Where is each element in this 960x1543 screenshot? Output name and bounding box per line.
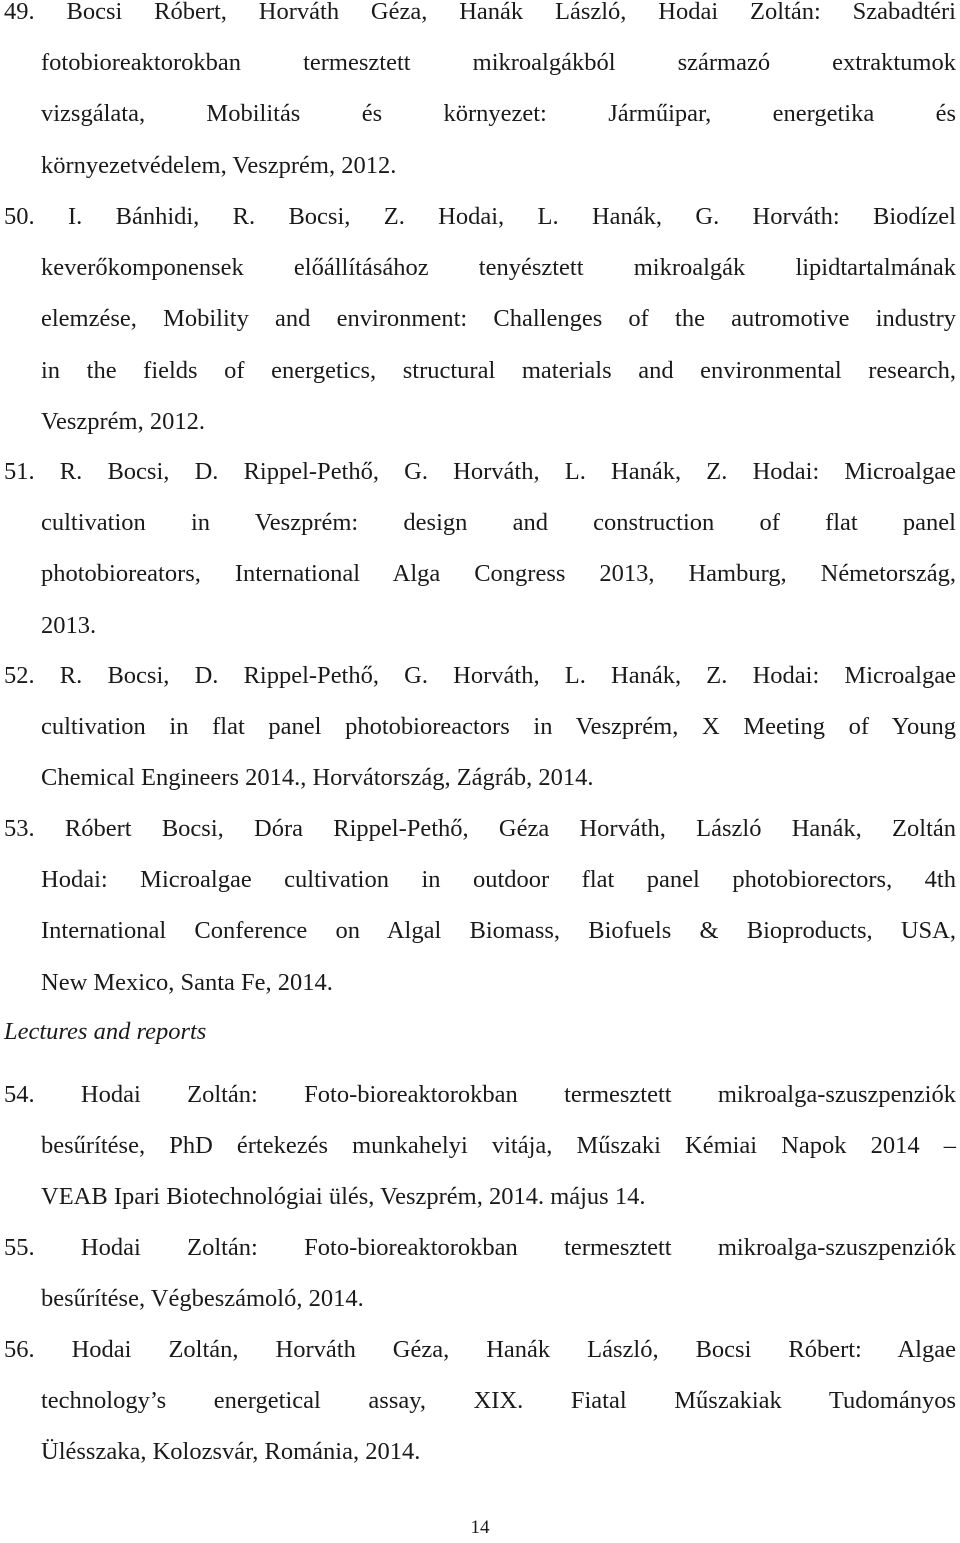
entry-line: 56. Hodai Zoltán, Horváth Géza, Hanák László, Bocsi Róbert: Algae: [4, 1336, 956, 1363]
entry-line: 2013.: [41, 611, 97, 639]
entry-line: technology’s energetical assay, XIX. Fiatal Műszakiak Tudományos: [41, 1387, 956, 1415]
lecture-entry-55: [0, 1222, 960, 1324]
entry-line: elemzése, Mobility and environment: Challenges of the autromotive industry: [41, 305, 956, 333]
entry-line: in the fields of energetics, structural materials and environmental research,: [41, 356, 956, 384]
reference-entry-51: [0, 446, 960, 651]
entry-line: photobioreators, International Alga Congress 2013, Hamburg, Németország,: [41, 560, 956, 588]
entry-line: New Mexico, Santa Fe, 2014.: [41, 968, 333, 996]
entry-line: fotobioreaktorokban termesztett mikroalgákból származó extraktumok: [41, 49, 956, 77]
entry-line: besűrítése, Végbeszámoló, 2014.: [41, 1285, 364, 1313]
reference-entry-50: [0, 191, 960, 447]
reference-entry-52: [0, 650, 960, 804]
entry-line: 53. Róbert Bocsi, Dóra Rippel-Pethő, Géza Horváth, László Hanák, Zoltán: [4, 815, 956, 842]
entry-line: környezetvédelem, Veszprém, 2012.: [41, 151, 397, 179]
reference-entry-53: [0, 803, 960, 1008]
entry-line: 54. Hodai Zoltán: Foto-bioreaktorokban termesztett mikroalga-szuszpenziók: [4, 1081, 956, 1108]
lecture-entry-54: [0, 1069, 960, 1223]
entry-line: 55. Hodai Zoltán: Foto-bioreaktorokban termesztett mikroalga-szuszpenziók: [4, 1234, 956, 1261]
entry-line: 49. Bocsi Róbert, Horváth Géza, Hanák László, Hodai Zoltán: Szabadtéri: [4, 0, 956, 25]
entry-line: 51. R. Bocsi, D. Rippel-Pethő, G. Horváth, L. Hanák, Z. Hodai: Microalgae: [4, 458, 956, 485]
entry-line: Veszprém, 2012.: [41, 407, 205, 435]
entry-line: 52. R. Bocsi, D. Rippel-Pethő, G. Horváth, L. Hanák, Z. Hodai: Microalgae: [4, 662, 956, 689]
entry-line: keverőkomponensek előállításához tenyésztett mikroalgák lipidtartalmának: [41, 254, 956, 282]
entry-line: Ülésszaka, Kolozsvár, Románia, 2014.: [41, 1438, 421, 1466]
reference-entry-49: [0, 0, 960, 191]
section-heading: Lectures and reports: [4, 1018, 207, 1045]
entry-line: Chemical Engineers 2014., Horvátország, Zágráb, 2014.: [41, 764, 594, 792]
entry-line: besűrítése, PhD értekezés munkahelyi vitája, Műszaki Kémiai Napok 2014 –: [41, 1132, 956, 1160]
entry-line: Hodai: Microalgae cultivation in outdoor flat panel photobiorectors, 4th: [41, 866, 956, 894]
entry-line: International Conference on Algal Biomass, Biofuels & Bioproducts, USA,: [41, 917, 956, 945]
entry-line: cultivation in Veszprém: design and construction of flat panel: [41, 509, 956, 537]
lecture-entry-56: [0, 1324, 960, 1478]
entry-line: cultivation in flat panel photobioreactors in Veszprém, X Meeting of Young: [41, 713, 956, 741]
entry-line: VEAB Ipari Biotechnológiai ülés, Veszprém, 2014. május 14.: [41, 1183, 646, 1211]
entry-line: 50. I. Bánhidi, R. Bocsi, Z. Hodai, L. Hanák, G. Horváth: Biodízel: [4, 203, 956, 230]
entry-line: vizsgálata, Mobilitás és környezet: Járműipar, energetika és: [41, 100, 956, 128]
page-number: 14: [470, 1517, 490, 1538]
